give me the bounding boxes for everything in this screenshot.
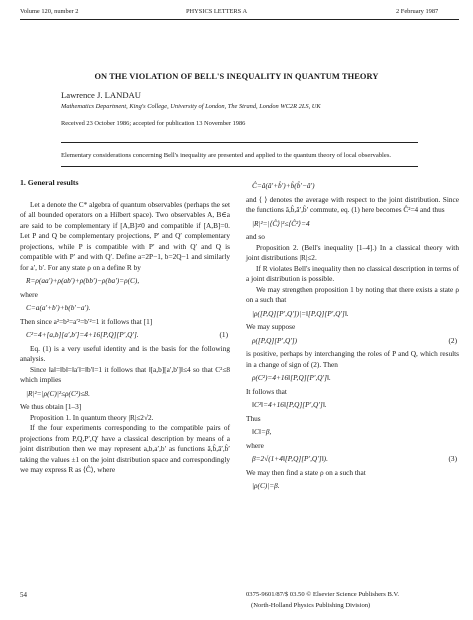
equation-text: ‖C²‖=4+16‖[P,Q][P′,Q′]‖.	[252, 400, 327, 409]
left-equation	[26, 389, 230, 400]
left-text: We thus obtain [1–3]	[20, 402, 82, 411]
right-equation	[252, 336, 459, 347]
left-column	[20, 178, 230, 476]
equation-number: (3)	[448, 454, 457, 463]
page-number: 54	[20, 591, 27, 599]
publisher-line: (North-Holland Physics Publishing Division)	[251, 602, 371, 609]
running-header-date: 2 February 1987	[396, 8, 439, 15]
equation-text: |R|²=|ρ(C)|²≤ρ(C²)≤8.	[26, 388, 90, 398]
right-text: Thus	[246, 413, 261, 423]
abstract: Elementary considerations concerning Bell's inequality are presented and applied to the quantum theory of local observables.	[61, 152, 392, 159]
article-author: Lawrence J. LANDAU	[61, 90, 141, 100]
equation-text: C²=4+[a,b][a′,b′]=4+16[P,Q][P′,Q′].	[26, 330, 139, 339]
right-equation	[252, 481, 459, 492]
right-paragraph: If R violates Bell's inequality then no classical description in terms of a joint distribution is possible.	[246, 263, 459, 283]
issn-line: 0375-9601/87/$ 03.50 © Elsevier Science Publishers B.V.	[246, 591, 400, 598]
article-title: ON THE VIOLATION OF BELL'S INEQUALITY IN QUANTUM THEORY	[94, 72, 379, 81]
header-rule	[20, 19, 459, 20]
right-text: It follows that	[246, 386, 287, 396]
right-equation	[252, 400, 459, 411]
received-date: Received 23 October 1986; accepted for publication 13 November 1986	[61, 120, 246, 127]
right-equation	[252, 454, 459, 465]
left-equation	[26, 330, 230, 341]
right-equation	[252, 309, 459, 320]
left-equation	[26, 303, 230, 314]
running-header-volume: Volume 120, number 2	[20, 8, 79, 15]
right-equation	[252, 219, 459, 230]
right-text: We may suppose	[246, 322, 296, 331]
equation-number: (1)	[219, 330, 228, 339]
equation-text: |R|²=|⟨Ĉ⟩|²≤⟨Ĉ²⟩=4	[252, 218, 310, 228]
left-equation	[26, 276, 230, 287]
right-column	[246, 178, 459, 495]
equation-text: |ρ([P,Q][P′,Q′])|=‖[P,Q][P′,Q′]‖.	[252, 308, 349, 318]
right-text: We may then find a state ρ on a such that	[246, 467, 366, 477]
equation-text: |ρ(C)|=β.	[252, 481, 280, 490]
equation-text: Ĉ=â(â′+b̂′)+b̂(b̂′−â′)	[252, 181, 315, 190]
equation-text: ρ([P,Q][P′,Q′])	[252, 335, 298, 345]
equation-text: C=a(a′+b′)+b(b′−a′).	[26, 303, 91, 312]
right-equation	[252, 181, 459, 192]
left-paragraph: Since ‖a‖=‖b‖=‖a′‖=‖b′‖=1 it follows that ‖[a,b][a′,b′]‖≤4 so that C²≤8 which implies	[20, 364, 230, 384]
running-header-journal: PHYSICS LETTERS A	[186, 8, 248, 15]
left-section-heading: 1. General results	[20, 178, 79, 187]
equation-text: R=ρ(aa′)+ρ(ab′)+ρ(bb′)−ρ(ba′)=ρ(C),	[26, 276, 140, 285]
equation-text: ρ(C²)=4+16‖[P,Q][P′,Q′]‖.	[252, 373, 331, 382]
right-equation	[252, 427, 459, 438]
right-text: is positive, perhaps by interchanging the roles of P and Q, which results in a change of sign of (2). Then	[246, 349, 459, 369]
right-text: where	[246, 440, 264, 450]
left-paragraph: Let a denote the C* algebra of quantum observables (perhaps the set of all bounded operators on a Hilbert space). Two observables A, B∈a are said to be complementary if [A,B]≠0 and compatible if [A,B]=0. Let P and Q be complementary projections, P′ and Q′ complementary projections, while P is compatible with P′ and with Q′ and Q is compatible with P′ and with Q′. Define a=2P−1, b=2Q−1 and similarly for a′, b′. For any state ρ on a define R by	[20, 199, 230, 272]
left-paragraph: Proposition 1. In quantum theory |R|≤2√2.	[30, 412, 154, 422]
equation-text: β=2√(1+4‖[P,Q][P′,Q′]‖).	[252, 454, 328, 463]
abstract-rule-bottom	[61, 166, 418, 167]
left-text: Then since a²=b²=a′²=b′²=1 it follows that [1]	[20, 316, 153, 326]
article-affiliation: Mathematics Department, King's College, University of London, The Strand, London WC2R 2LS, UK	[61, 103, 321, 110]
right-equation	[252, 373, 459, 384]
right-paragraph: Proposition 2. (Bell's inequality [1–4].) In a classical theory with joint distributions |R|≤2.	[246, 242, 459, 262]
right-paragraph: We may strengthen proposition 1 by noting that there exists a state ρ on a such that	[246, 284, 459, 304]
left-text: where	[20, 289, 38, 299]
equation-number: (2)	[448, 335, 457, 345]
right-text: and so	[246, 232, 265, 241]
abstract-rule-top	[61, 142, 418, 143]
left-paragraph: Eq. (1) is a very useful identity and is the basis for the following analysis.	[20, 343, 230, 363]
left-paragraph: If the four experiments corresponding to the compatible pairs of projections from P,Q,P′,Q′ have a classical description by means of a joint distribution then we may represent a,b,a′,b′ as functions â,b̂,â′,b̂′ taking the values ±1 on the joint distribution space and correspondingly we may express R as ⟨Ĉ⟩, where	[20, 423, 230, 474]
equation-text: ‖C‖=β,	[252, 427, 272, 436]
right-text: and ⟨ ⟩ denotes the average with respect to the joint distribution. Since the functions â,b̂,â′,b̂′ commute, eq. (1) here becomes Ĉ²=4 and thus	[246, 194, 459, 214]
